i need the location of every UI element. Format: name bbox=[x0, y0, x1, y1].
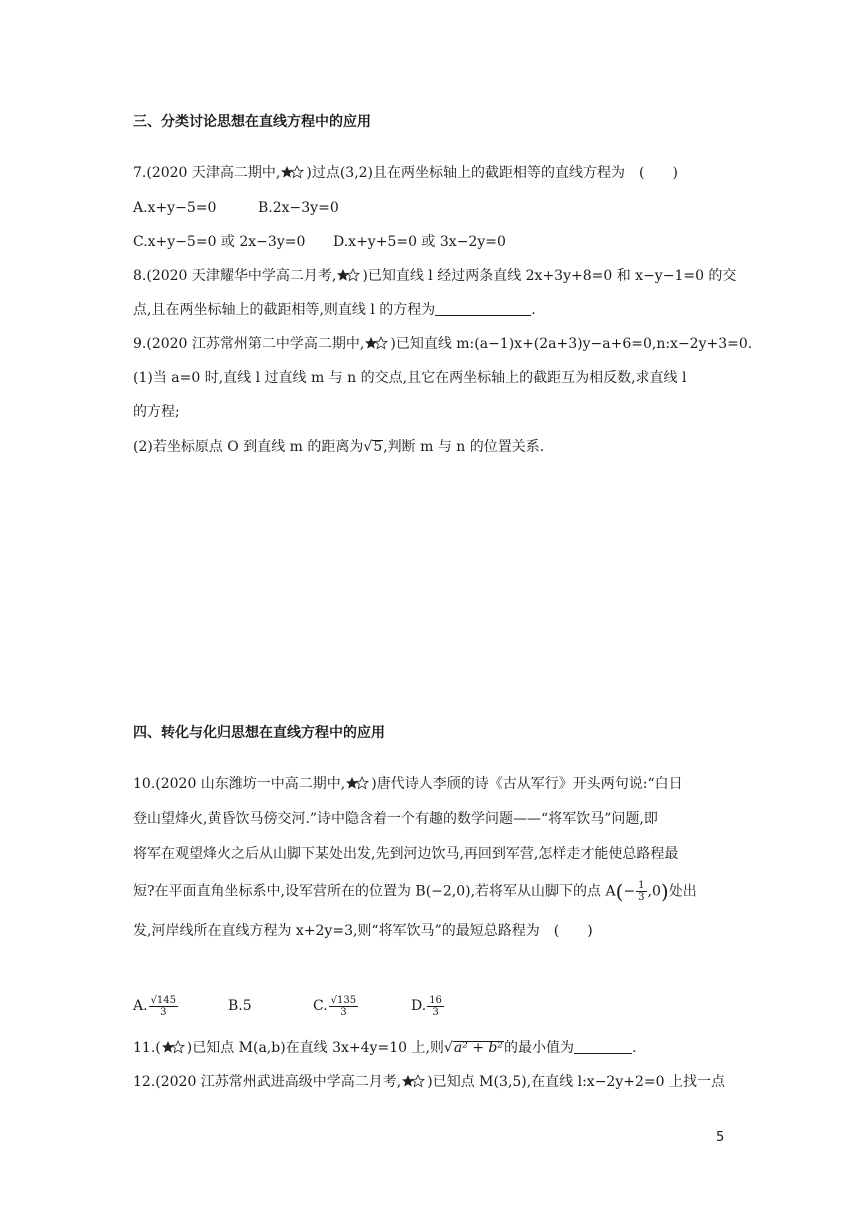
sqrt-radicand: 5 bbox=[373, 439, 383, 455]
option-7a: A.x+y−5=0 bbox=[133, 200, 217, 216]
fraction-denominator: 3 bbox=[340, 1006, 347, 1018]
paren-open: ( bbox=[615, 879, 624, 904]
period: . bbox=[632, 1040, 637, 1056]
coordinate-tail: ,0 bbox=[647, 883, 661, 900]
question-10-text: )唐代诗人李颀的诗《古从军行》开头两句说:“白日 bbox=[371, 776, 683, 792]
sqrt-sign: √ bbox=[443, 1040, 453, 1056]
question-7-text: )过点(3,2)且在两坐标轴上的截距相等的直线方程为 ( ) bbox=[306, 165, 678, 181]
option-7d: D.x+y+5=0 或 3x−2y=0 bbox=[333, 234, 506, 250]
question-10-line-3: 将军在观望烽火之后从山脚下某处出发,先到河边饮马,再回到军营,怎样走才能使总路程最 bbox=[133, 846, 679, 862]
question-10-text-4: 短?在平面直角坐标系中,设军营所在的位置为 B(−2,0),若将军从山脚下的点 A bbox=[133, 883, 616, 900]
question-11 bbox=[133, 1038, 636, 1058]
question-11-number: 11.( bbox=[133, 1040, 161, 1056]
fraction-denominator: 3 bbox=[160, 1006, 167, 1018]
option-7b: B.2x−3y=0 bbox=[258, 200, 339, 216]
answer-blank-11[interactable] bbox=[574, 1039, 632, 1054]
paren-close: ) bbox=[660, 879, 669, 904]
option-10d bbox=[411, 994, 445, 1018]
period: . bbox=[531, 302, 536, 318]
question-8-line-2 bbox=[133, 300, 536, 320]
question-10 bbox=[133, 774, 683, 794]
question-12-text: )已知点 M(3,5),在直线 l:x−2y+2=0 上找一点 bbox=[427, 1074, 725, 1090]
question-9-source: 9.(2020 江苏常州第二中学高二期中, bbox=[133, 336, 365, 352]
difficulty-stars-icon bbox=[401, 1074, 427, 1088]
difficulty-stars-icon bbox=[161, 1040, 187, 1054]
sqrt-sign: √ bbox=[363, 439, 373, 455]
fraction-denominator: 3 bbox=[638, 892, 645, 903]
question-11-text: )已知点 M(a,b)在直线 3x+4y=10 上,则 bbox=[186, 1040, 444, 1056]
page-number: 5 bbox=[716, 1130, 725, 1145]
fraction-numerator: 1 bbox=[638, 880, 645, 891]
option-10a bbox=[133, 994, 179, 1018]
question-9 bbox=[133, 334, 752, 354]
question-12-source: 12.(2020 江苏常州武进高级中学高二月考, bbox=[133, 1074, 402, 1090]
fraction-numerator: 16 bbox=[429, 994, 442, 1006]
question-8-text-2: 点,且在两坐标轴上的截距相等,则直线 l 的方程为 bbox=[133, 302, 436, 318]
answer-blank-8[interactable] bbox=[435, 301, 531, 316]
question-10-line-5: 发,河岸线所在直线方程为 x+2y=3,则“将军饮马”的最短总路程为 ( ) bbox=[133, 923, 593, 939]
option-label: A. bbox=[133, 998, 148, 1014]
question-8-source: 8.(2020 天津耀华中学高二月考, bbox=[133, 268, 337, 284]
question-9-text: )已知直线 m:(a−1)x+(2a+3)y−a+6=0,n:x−2y+3=0. bbox=[390, 336, 753, 352]
option-7c: C.x+y−5=0 或 2x−3y=0 bbox=[133, 234, 306, 250]
difficulty-stars-icon bbox=[364, 336, 390, 350]
fraction-one-third bbox=[636, 880, 646, 903]
question-12 bbox=[133, 1072, 725, 1092]
section-heading-4: 四、转化与化归思想在直线方程中的应用 bbox=[133, 725, 385, 741]
difficulty-stars-icon bbox=[336, 268, 362, 282]
question-9-part-1: (1)当 a=0 时,直线 l 过直线 m 与 n 的交点,且它在两坐标轴上的截距互为相反数,求直线 l bbox=[133, 370, 687, 386]
fraction-numerator: √145 bbox=[150, 994, 177, 1006]
option-10c bbox=[313, 994, 359, 1018]
sqrt-radicand: a² + b² bbox=[453, 1040, 504, 1056]
question-11-tail: 的最小值为 bbox=[504, 1040, 575, 1056]
question-9-part-2-tail: ,判断 m 与 n 的位置关系. bbox=[383, 439, 545, 455]
fraction-numerator: √135 bbox=[330, 994, 357, 1006]
question-10-source: 10.(2020 山东潍坊一中高二期中, bbox=[133, 776, 346, 792]
option-label: D. bbox=[411, 998, 427, 1014]
question-9-part-1-cont: 的方程; bbox=[133, 404, 180, 420]
minus-sign: − bbox=[623, 883, 636, 900]
difficulty-stars-icon bbox=[280, 165, 306, 179]
fraction-denominator: 3 bbox=[432, 1006, 439, 1018]
question-10-text-4-tail: 处出 bbox=[668, 883, 697, 900]
question-8-text: )已知直线 l 经过两条直线 2x+3y+8=0 和 x−y−1=0 的交 bbox=[362, 268, 737, 284]
question-8 bbox=[133, 266, 736, 286]
option-10d-fraction bbox=[427, 995, 444, 1018]
option-10c-fraction bbox=[329, 995, 358, 1018]
option-10a-fraction bbox=[149, 995, 178, 1018]
question-10-line-2: 登山望烽火,黄昏饮马傍交河.”诗中隐含着一个有趣的数学问题——“将军饮马”问题,即 bbox=[133, 811, 658, 827]
difficulty-stars-icon bbox=[345, 776, 371, 790]
question-7-source: 7.(2020 天津高二期中, bbox=[133, 165, 281, 181]
option-label: C. bbox=[313, 998, 328, 1014]
option-10b: B.5 bbox=[228, 998, 252, 1014]
section-heading-3: 三、分类讨论思想在直线方程中的应用 bbox=[133, 114, 371, 130]
question-7 bbox=[133, 163, 678, 183]
question-9-part-2-text: (2)若坐标原点 O 到直线 m 的距离为 bbox=[133, 439, 364, 455]
question-9-part-2 bbox=[133, 437, 544, 457]
question-10-line-4 bbox=[133, 880, 697, 903]
